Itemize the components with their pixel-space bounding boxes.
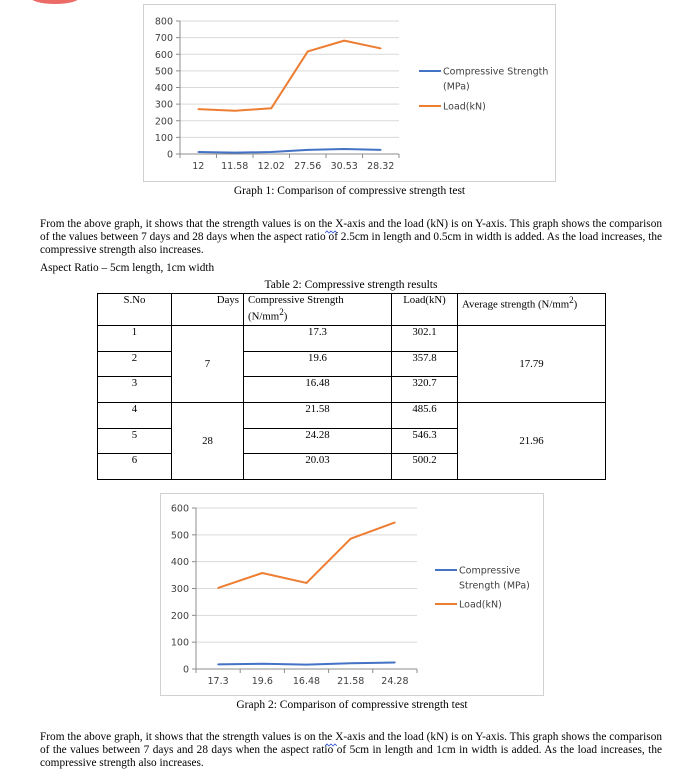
data-point [270,151,272,153]
data-point [394,522,396,524]
y-tick-label: 800 [154,16,173,28]
x-tick-label: 21.58 [337,676,365,687]
data-point [306,582,308,584]
y-tick-label: 700 [154,33,173,45]
y-tick-label: 400 [170,557,189,569]
chart-1 [143,4,556,182]
table-header-row [98,294,606,326]
legend-label: Load(kN) [443,101,486,113]
header-strength-sup: 2 [279,307,284,317]
cell-strength: 24.28 [244,428,392,454]
chart-2 [160,493,544,696]
x-tick-label: 12.02 [257,161,285,172]
data-point [343,148,345,150]
data-point [262,572,264,574]
data-point [262,663,264,665]
cell-strength: 21.58 [244,402,392,428]
y-tick-label: 300 [170,584,189,595]
series-line [218,522,395,588]
header-strength [244,294,392,326]
table-row [98,402,606,428]
cell-avg: 21.96 [458,402,606,479]
graph-1-caption: Graph 1: Comparison of compressive strength test [233,185,466,197]
cell-sno: 5 [98,428,172,454]
cell-load: 357.8 [392,351,458,377]
data-point [343,40,345,42]
header-avg-close: ) [573,298,578,311]
x-tick-label: 27.56 [294,161,322,172]
y-tick-label: 600 [154,49,173,61]
red-highlight-mark [30,0,80,4]
x-tick-label: 28.32 [367,161,395,172]
data-point [270,107,272,109]
cell-sno: 1 [98,325,172,351]
y-tick-label: 500 [154,66,173,78]
y-tick-label: 100 [170,637,189,649]
aspect-ratio-line: Aspect Ratio – 5cm length, 1cm width [40,262,215,274]
data-point [307,149,309,151]
data-point [306,664,308,666]
cell-sno: 3 [98,377,172,403]
header-load: Load(kN) [392,294,458,326]
x-tick-label: 24.28 [381,676,409,687]
graph-2-caption: Graph 2: Comparison of compressive strength test [236,699,468,711]
cell-load: 320.7 [392,377,458,403]
legend-label: Load(kN) [459,599,502,611]
x-tick-label: 11.58 [221,161,249,172]
y-tick-label: 300 [154,99,173,111]
cell-days: 7 [172,325,244,402]
cell-sno: 4 [98,402,172,428]
cell-avg: 17.79 [458,325,606,402]
paragraph-2: From the above graph, it shows that the strength values is on the X-axis and the load (kN) is on Y-axis. This graph shows the comparison of the values between 7 days and 28 days when the aspect ratio of 5cm in length and 1cm in width is added. As the load increases, the compressive strength also increases. [40,731,662,770]
header-avg-main: Average strength (N/mm [462,298,570,311]
data-point [380,149,382,151]
cell-load: 302.1 [392,325,458,351]
y-tick-label: 0 [166,149,173,161]
table-row [98,325,606,351]
legend-label: Strength (MPa) [459,580,530,592]
cell-strength: 19.6 [244,351,392,377]
series-line [198,149,381,153]
x-tick-label: 30.53 [330,161,358,172]
series-line [198,41,381,111]
legend-label: Compressive [459,565,521,577]
cell-load: 500.2 [392,454,458,480]
cell-strength: 16.48 [244,377,392,403]
y-tick-label: 200 [170,610,189,622]
cell-days: 28 [172,402,244,479]
header-strength-close: ) [283,310,288,323]
chart-2-svg [161,494,545,697]
legend-label: Compressive Strength [443,66,549,78]
data-point [350,538,352,540]
y-tick-label: 600 [170,503,189,515]
cell-load: 546.3 [392,428,458,454]
legend-label: (MPa) [443,81,470,93]
data-point [234,152,236,154]
data-point [394,662,396,664]
paragraph-1: From the above graph, it shows that the strength values is on the X-axis and the load (kN) is on Y-axis. This graph shows the comparison of the values between 7 days and 28 days when the aspect ratio of 2.5cm in length and 0.5cm in width is added. As the load increases, the compressive strength also increases. [40,218,662,257]
header-strength-main: Compressive Strength [248,294,344,306]
x-tick-label: 19.6 [251,676,273,687]
data-point [217,587,219,589]
data-point [350,662,352,664]
header-sno: S.No [98,294,172,326]
cell-strength: 17.3 [244,325,392,351]
data-point [307,51,309,53]
table-2-caption: Table 2: Compressive strength results [264,279,438,291]
y-tick-label: 400 [154,83,173,94]
x-tick-label: 17.3 [207,676,229,687]
cell-sno: 2 [98,351,172,377]
y-tick-label: 200 [154,116,173,128]
cell-load: 485.6 [392,402,458,428]
results-table [97,293,606,480]
cell-strength: 20.03 [244,454,392,480]
header-avg-sup: 2 [569,295,574,305]
header-days: Days [172,294,244,326]
y-tick-label: 100 [154,132,173,144]
header-strength-unit: (N/mm [248,310,280,323]
x-tick-label: 12 [192,161,205,172]
cell-sno: 6 [98,454,172,480]
data-point [197,108,199,110]
data-point [380,48,382,50]
y-tick-label: 0 [182,664,189,676]
spellcheck-squiggle-1 [325,230,337,234]
data-point [217,664,219,666]
data-point [234,110,236,112]
x-tick-label: 16.48 [292,676,321,687]
spellcheck-squiggle-2 [325,743,337,747]
y-tick-label: 500 [170,530,189,542]
chart-1-svg [144,5,557,183]
header-avg [458,294,606,326]
data-point [197,151,199,153]
